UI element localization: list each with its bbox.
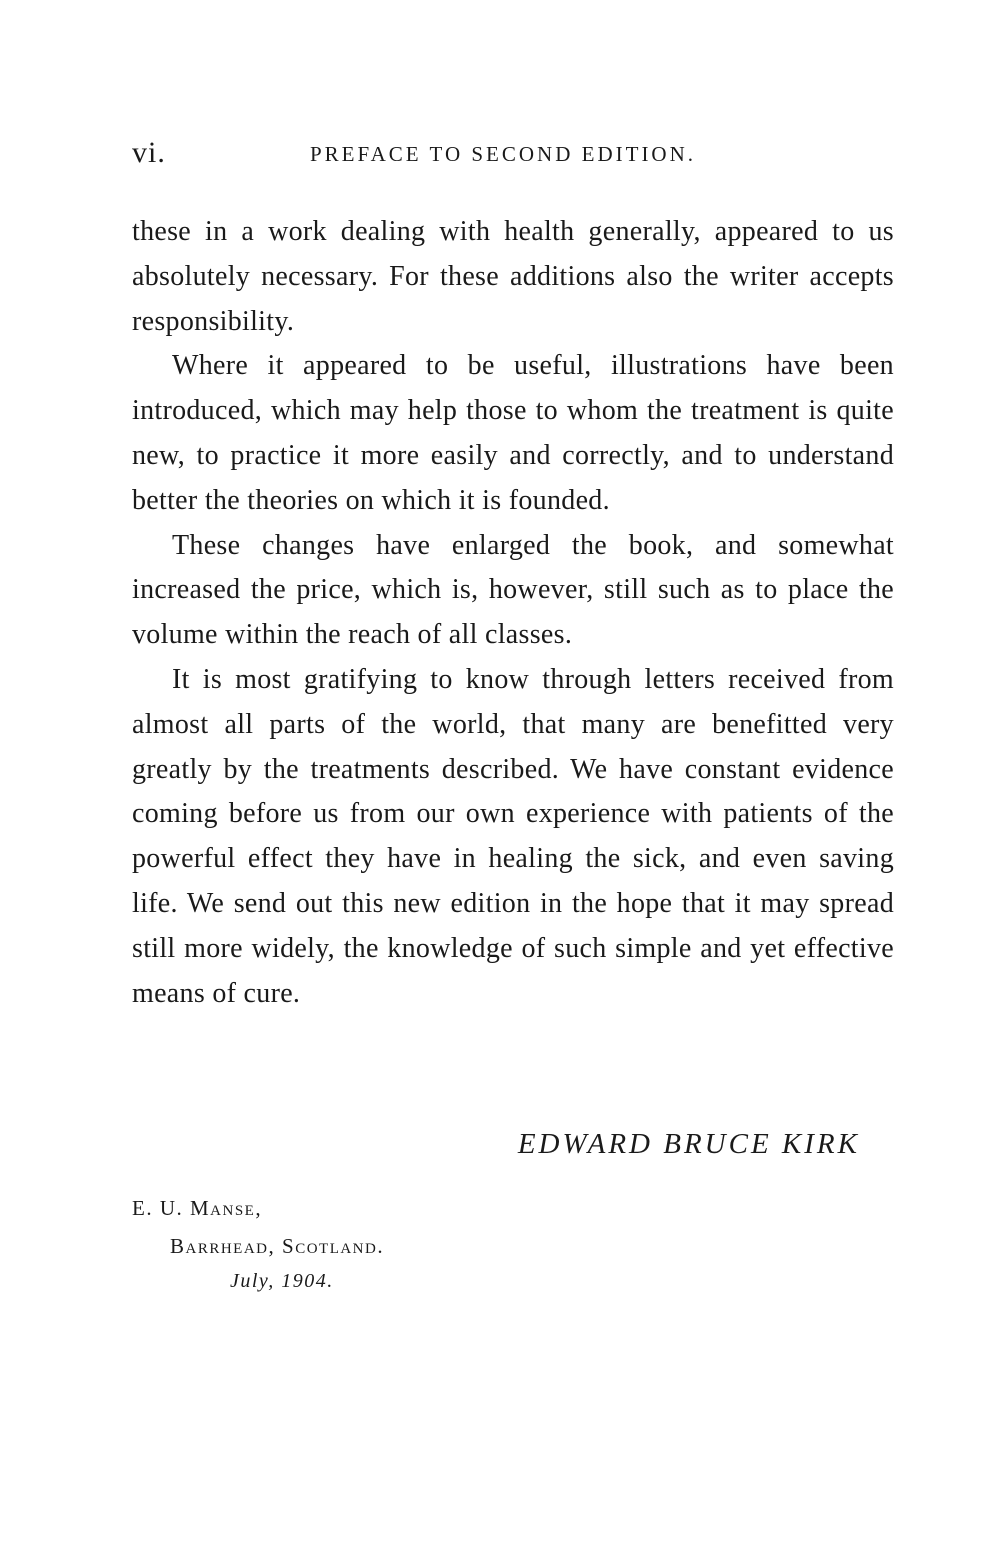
running-head — [132, 136, 892, 172]
address-line-town: Barrhead, Scotland. — [170, 1234, 385, 1258]
page-number: vi. — [132, 136, 166, 169]
address-line-manse: E. U. Manse, — [132, 1196, 263, 1220]
preface-body — [132, 210, 894, 1016]
paragraph-continued: these in a work dealing with health generally, appeared to us absolutely necessary. For these additions also the writer accepts responsibility. — [132, 216, 894, 337]
author-signature: EDWARD BRUCE KIRK — [517, 1128, 860, 1160]
running-title: PREFACE TO SECOND EDITION. — [310, 142, 697, 166]
paragraph-price: These changes have enlarged the book, and somewhat increased the price, which is, however, still such as to place the volume within the reach of all classes. — [132, 529, 894, 651]
paragraph-gratitude: It is most gratifying to know through letters received from almost all parts of the world, that many are benefitted very greatly by the treatments described. We have constant evidence coming before us from our own experience with patients of the powerful effect they have in healing the sick, and even saving life. We send out this new edition in the hope that it may spread still more widely, the knowledge of such simple and yet effective means of cure. — [132, 663, 894, 1009]
paragraph-illustrations: Where it appeared to be useful, illustrations have been introduced, which may help those to whom the treatment is quite new, to practice it more easily and correctly, and to understand better the theories on which it is founded. — [132, 350, 894, 516]
address-date: July, 1904. — [230, 1270, 334, 1292]
